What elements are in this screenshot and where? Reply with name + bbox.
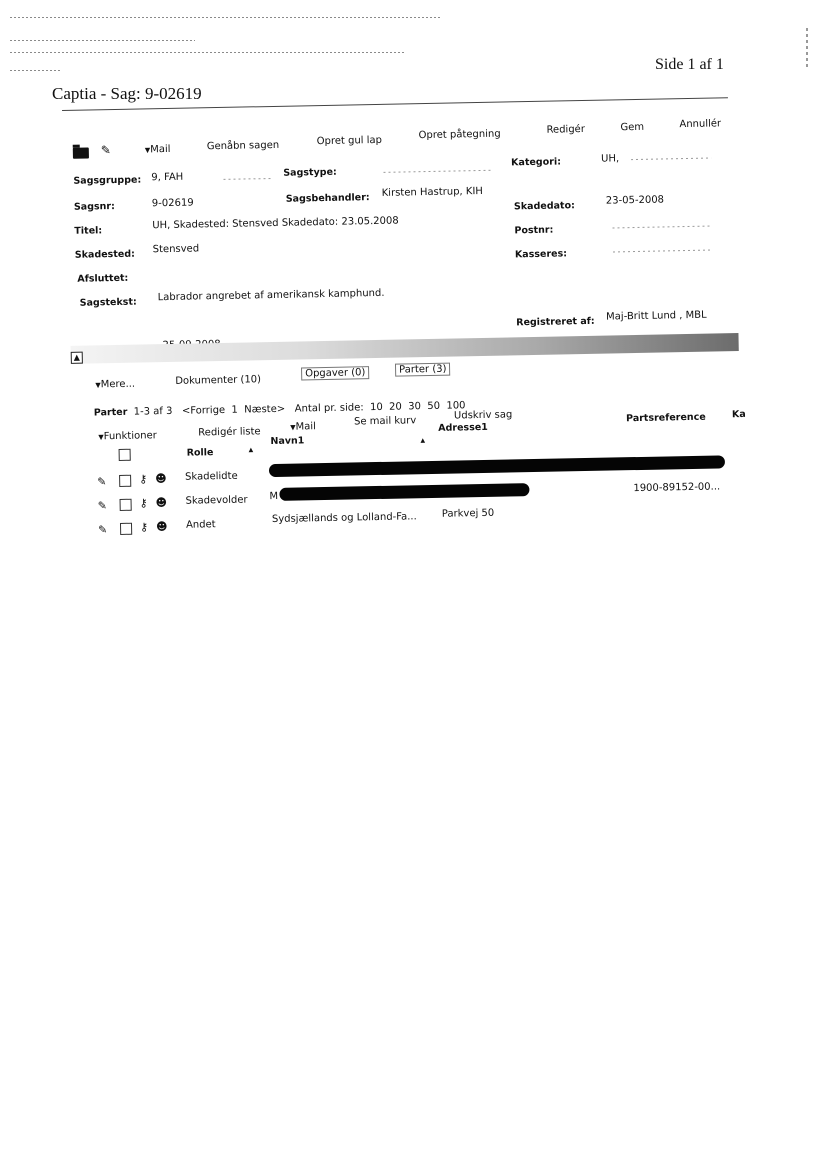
- edit-row-icon[interactable]: ✎: [97, 499, 107, 513]
- column-header-reference[interactable]: Partsreference: [625, 411, 706, 425]
- sort-arrow-icon[interactable]: ▲: [248, 446, 254, 454]
- mail-label: Mail: [150, 143, 171, 156]
- create-annotation-button[interactable]: Opret påtegning: [418, 128, 501, 142]
- pencil-icon[interactable]: ✎: [100, 143, 112, 158]
- kasseres-label: Kasseres:: [514, 248, 568, 261]
- scan-noise-line: [10, 17, 440, 18]
- sagsbehandler-value: Kirsten Hastrup, KIH: [381, 185, 484, 199]
- next-page-link[interactable]: Næste>: [244, 403, 286, 416]
- titel-value: UH, Skadested: Stensved Skadedato: 23.05.2008: [152, 215, 399, 232]
- current-page-number: 1: [231, 404, 238, 416]
- select-all-checkbox[interactable]: [119, 449, 131, 461]
- page-number-label: Side 1 af 1: [655, 56, 724, 73]
- scan-noise-line: [10, 70, 60, 71]
- cancel-button[interactable]: Annullér: [679, 118, 722, 131]
- sort-arrow-icon[interactable]: ▲: [420, 437, 426, 445]
- edit-row-icon[interactable]: ✎: [97, 523, 108, 537]
- tab-documents[interactable]: Dokumenter (10): [175, 374, 262, 387]
- edit-button[interactable]: Redigér: [546, 123, 586, 136]
- dotted-line: [383, 170, 493, 173]
- edit-list-button[interactable]: Redigér liste: [198, 426, 261, 439]
- row-name: Sydsjællands og Lolland-Fa...: [271, 511, 417, 526]
- row-checkbox[interactable]: [119, 475, 131, 487]
- dotted-line: [631, 158, 711, 161]
- scan-edge-mark: [806, 28, 808, 68]
- per-page-label: Antal pr. side:: [294, 402, 364, 415]
- sagsbehandler-label: Sagsbehandler:: [285, 192, 370, 205]
- column-header-name[interactable]: Navn1: [270, 435, 305, 448]
- more-label: Mere...: [100, 378, 136, 391]
- sagstekst-value: Labrador angrebet af amerikansk kamphund.: [157, 287, 385, 304]
- tab-parties[interactable]: Parter (3): [395, 363, 451, 377]
- print-case-button[interactable]: Udskriv sag: [453, 409, 513, 422]
- column-header-ka[interactable]: Ka: [731, 408, 746, 421]
- per-page-option-30[interactable]: 30: [408, 401, 422, 413]
- sagsnr-label: Sagsnr:: [73, 201, 115, 213]
- collapse-toggle-icon[interactable]: ▲: [71, 352, 83, 364]
- column-header-address[interactable]: Adresse1: [438, 421, 488, 434]
- sagsgruppe-value: 9, FAH: [151, 171, 184, 184]
- row-role: Andet: [185, 519, 216, 531]
- row-role: Skadelidte: [185, 470, 238, 483]
- more-dropdown[interactable]: [95, 379, 135, 391]
- functions-dropdown[interactable]: [98, 430, 157, 442]
- chevron-down-icon: ▼: [95, 381, 101, 390]
- row-reference: 1900-89152-00...: [633, 481, 721, 495]
- reopen-case-button[interactable]: Genåbn sagen: [206, 139, 280, 153]
- dotted-line: [223, 178, 273, 180]
- functions-label: Funktioner: [103, 430, 157, 443]
- previous-page-link[interactable]: <Forrige: [181, 404, 226, 417]
- skadested-label: Skadested:: [74, 248, 135, 261]
- registreret-af-label: Registreret af:: [516, 315, 595, 329]
- mail-basket-button[interactable]: Se mail kurv: [353, 415, 417, 428]
- scan-noise-line: [10, 52, 405, 53]
- column-header-role[interactable]: Rolle: [186, 447, 214, 459]
- row-role: Skadevolder: [185, 494, 248, 507]
- person-icon[interactable]: ☻: [155, 496, 168, 510]
- key-icon[interactable]: ⚷: [139, 472, 148, 486]
- row-name: M: [269, 490, 279, 503]
- per-page-option-50[interactable]: 50: [427, 400, 441, 413]
- list-mail-label: Mail: [295, 421, 316, 433]
- sagsnr-value: 9-02619: [151, 197, 194, 210]
- afsluttet-label: Afsluttet:: [77, 272, 129, 285]
- row-checkbox[interactable]: [120, 499, 132, 511]
- postnr-label: Postnr:: [514, 224, 554, 237]
- row-checkbox[interactable]: [120, 523, 132, 535]
- per-page-option-20[interactable]: 20: [389, 401, 402, 413]
- edit-row-icon[interactable]: ✎: [97, 475, 107, 489]
- kategori-label: Kategori:: [511, 156, 562, 169]
- key-icon[interactable]: ⚷: [139, 496, 148, 510]
- folder-icon[interactable]: [73, 147, 89, 158]
- list-mail-dropdown[interactable]: [290, 421, 316, 432]
- chevron-down-icon: ▼: [98, 433, 104, 442]
- scan-noise-line: [10, 40, 195, 41]
- parties-section-label: Parter: [93, 406, 128, 419]
- create-yellow-note-button[interactable]: Opret gul lap: [316, 134, 383, 148]
- skadedato-value: 23-05-2008: [605, 194, 665, 207]
- registreret-af-value: Maj-Britt Lund , MBL: [606, 309, 707, 323]
- section-header-bar: [71, 333, 739, 364]
- range-text: 1-3 af 3: [133, 405, 173, 418]
- tab-tasks[interactable]: Opgaver (0): [301, 366, 369, 380]
- person-icon[interactable]: ☻: [155, 472, 167, 486]
- person-icon[interactable]: ☻: [155, 520, 168, 534]
- dotted-line: [612, 226, 712, 229]
- sagsgruppe-label: Sagsgruppe:: [73, 174, 142, 187]
- chevron-down-icon: ▼: [290, 423, 296, 432]
- sagstekst-label: Sagstekst:: [79, 296, 137, 309]
- per-page-option-10[interactable]: 10: [369, 401, 383, 414]
- captia-case-screenshot: [62, 95, 746, 538]
- kategori-value: UH,: [600, 153, 620, 165]
- page-title: Captia - Sag: 9-02619: [52, 84, 202, 103]
- save-button[interactable]: Gem: [620, 121, 645, 134]
- skadedato-label: Skadedato:: [513, 200, 575, 213]
- chevron-down-icon: ▼: [144, 146, 151, 155]
- sagstype-label: Sagstype:: [283, 166, 337, 179]
- skadested-value: Stensved: [152, 243, 200, 256]
- per-page-option-100[interactable]: 100: [446, 400, 466, 412]
- row-address: Parkvej 50: [441, 507, 495, 520]
- titel-label: Titel:: [74, 225, 103, 237]
- dotted-line: [613, 250, 713, 253]
- mail-dropdown-button[interactable]: [145, 144, 171, 155]
- key-icon[interactable]: ⚷: [139, 520, 149, 534]
